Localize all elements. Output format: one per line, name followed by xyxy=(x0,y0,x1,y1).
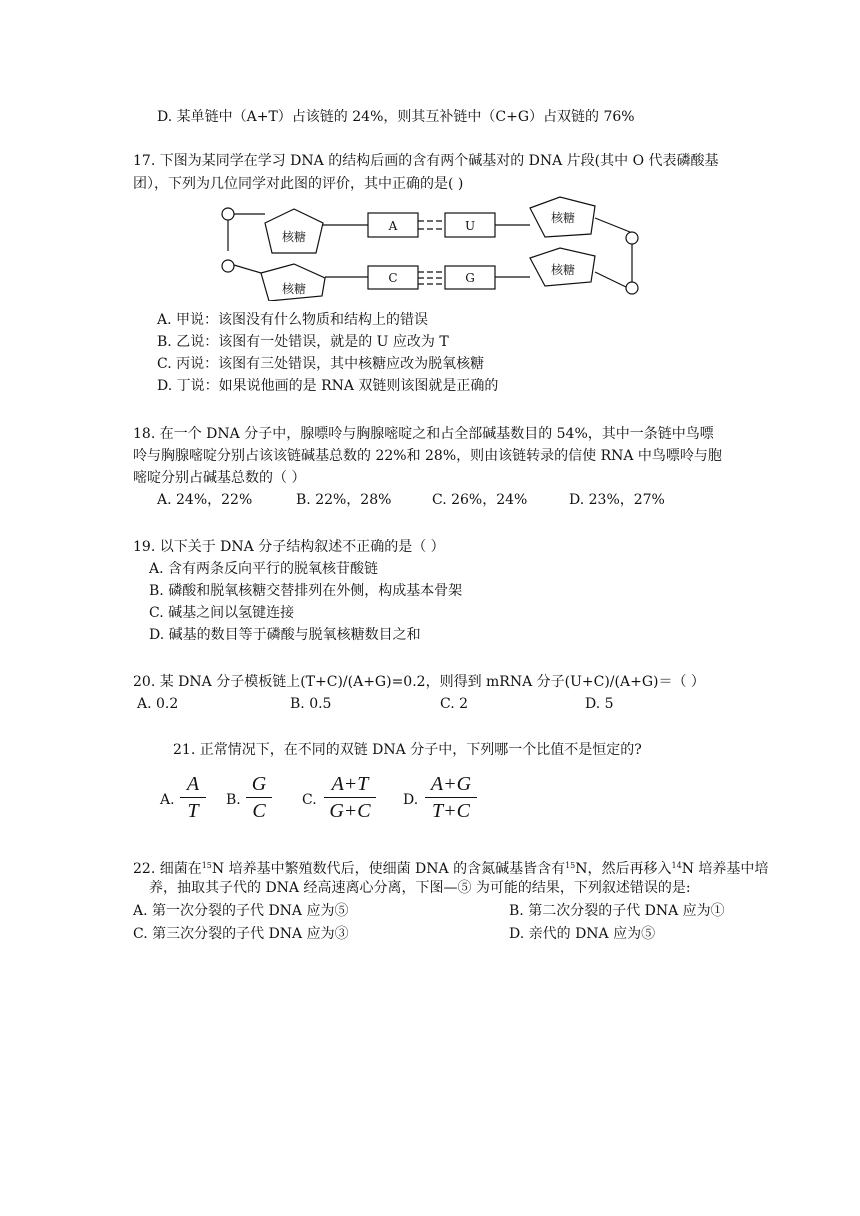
q20-option-d: D. 5 xyxy=(585,696,614,712)
q18-option-b: B. 22%，28% xyxy=(296,492,392,508)
fraction-bar xyxy=(425,797,477,798)
q20-option-a: A. 0.2 xyxy=(137,696,179,712)
q22-text-2: N 培养基中繁殖数代后，使细菌 DNA 的含氮碱基皆含有 xyxy=(211,861,566,877)
q21-option-b-fraction xyxy=(246,772,272,823)
superscript-14: 14 xyxy=(671,861,682,870)
q22-text-3: N，然后再移入 xyxy=(575,861,672,877)
q20-option-c: C. 2 xyxy=(440,696,469,712)
dna-diagram xyxy=(205,196,650,301)
sugar-label-2: 核糖 xyxy=(550,211,576,225)
base-a-label: A xyxy=(388,219,398,233)
q19-option-b: B. 磷酸和脱氧核糖交替排列在外侧，构成基本骨架 xyxy=(149,583,463,599)
q22-option-d: D. 亲代的 DNA 应为⑤ xyxy=(509,926,656,942)
base-c-label: C xyxy=(388,271,398,285)
q17-stem-line1: 17. 下图为某同学在学习 DNA 的结构后画的含有两个碱基对的 DNA 片段(其中 O 代表磷酸基 xyxy=(133,153,719,169)
q18-option-d: D. 23%，27% xyxy=(569,492,665,508)
base-g-label: G xyxy=(465,271,475,285)
q21-option-b-numerator: G xyxy=(251,773,267,795)
q22-text-1: 22. 细菌在 xyxy=(133,861,202,877)
q19-option-d: D. 碱基的数目等于磷酸与脱氧核糖数目之和 xyxy=(149,627,421,643)
q22-option-c: C. 第三次分裂的子代 DNA 应为③ xyxy=(133,926,349,942)
phosphate-bottom-left xyxy=(222,260,234,272)
q21-option-b-letter: B. xyxy=(226,792,241,808)
sugar-label-3: 核糖 xyxy=(281,282,307,296)
q21-option-a-numerator: A xyxy=(186,773,200,795)
q18-option-c: C. 26%，24% xyxy=(432,492,528,508)
fraction-bar xyxy=(246,797,272,798)
q17-option-a: A. 甲说：该图没有什么物质和结构上的错误 xyxy=(157,312,429,328)
q20-stem: 20. 某 DNA 分子模板链上(T+C)/(A+G)=0.2，则得到 mRNA 分子(U+C)/(A+G)＝（ ） xyxy=(133,674,705,690)
superscript-15: 15 xyxy=(201,861,212,870)
q17-stem-line2: 团），下列为几位同学对此图的评价，其中正确的是( ) xyxy=(133,176,464,192)
fraction-bar xyxy=(324,797,376,798)
q19-option-c: C. 碱基之间以氢键连接 xyxy=(149,605,295,621)
q18-stem-line2: 呤与胸腺嘧啶分别占该该链碱基总数的 22%和 28%，则由该链转录的信使 RNA 中鸟嘌呤与胞 xyxy=(133,448,722,464)
q21-option-b-denominator: C xyxy=(252,800,266,822)
q17-option-d: D. 丁说：如果说他画的是 RNA 双链则该图就是正确的 xyxy=(157,378,499,394)
q19-stem: 19. 以下关于 DNA 分子结构叙述不正确的是（ ） xyxy=(133,539,445,555)
q21-option-d-fraction xyxy=(425,772,477,823)
q21-option-a-fraction xyxy=(180,772,206,823)
q22-text-4: N 培养基中培 xyxy=(681,861,769,877)
q21-option-d-numerator: A+G xyxy=(430,773,472,795)
phosphate-top-left xyxy=(222,208,234,220)
q22-option-a: A. 第一次分裂的子代 DNA 应为⑤ xyxy=(133,903,349,919)
q17-option-c: C. 丙说：该图有三处错误，其中核糖应改为脱氧核糖 xyxy=(157,356,485,372)
q16-option-d: D. 某单链中（A+T）占该链的 24%，则其互补链中（C+G）占双链的 76% xyxy=(157,109,635,125)
q21-option-a-letter: A. xyxy=(160,792,175,808)
q21-option-a-denominator: T xyxy=(187,800,199,822)
sugar-label-4: 核糖 xyxy=(550,263,576,277)
superscript-15: 15 xyxy=(565,861,576,870)
q21-option-d-letter: D. xyxy=(403,792,419,808)
q22-stem-line1 xyxy=(133,856,768,879)
q21-option-c-denominator: G+C xyxy=(329,800,371,822)
q18-option-a: A. 24%，22% xyxy=(157,492,253,508)
phosphate-right-bottom xyxy=(626,282,638,294)
q19-option-a: A. 含有两条反向平行的脱氧核苷酸链 xyxy=(149,561,379,577)
q21-option-c-letter: C. xyxy=(302,792,317,808)
q22-option-b: B. 第二次分裂的子代 DNA 应为① xyxy=(509,903,725,919)
q21-option-c-numerator: A+T xyxy=(331,773,369,795)
q21-stem: 21. 正常情况下，在不同的双链 DNA 分子中，下列哪一个比值不是恒定的? xyxy=(173,742,642,758)
q17-option-b: B. 乙说：该图有一处错误，就是的 U 应改为 T xyxy=(157,334,449,350)
q18-stem-line3: 嘧啶分别占碱基总数的（ ） xyxy=(133,470,306,486)
base-u-label: U xyxy=(464,219,476,233)
fraction-bar xyxy=(180,797,206,798)
q20-option-b: B. 0.5 xyxy=(290,696,332,712)
q21-option-d-denominator: T+C xyxy=(432,800,470,822)
sugar-label-1: 核糖 xyxy=(281,230,307,244)
phosphate-right-top xyxy=(626,232,638,244)
q22-stem-line2: 养，抽取其子代的 DNA 经高速离心分离，下图—⑤ 为可能的结果，下列叙述错误的是: xyxy=(149,880,691,896)
q21-option-c-fraction xyxy=(324,772,376,823)
q18-stem-line1: 18. 在一个 DNA 分子中，腺嘌呤与胸腺嘧啶之和占全部碱基数目的 54%，其中一条链中鸟嘌 xyxy=(133,426,714,442)
